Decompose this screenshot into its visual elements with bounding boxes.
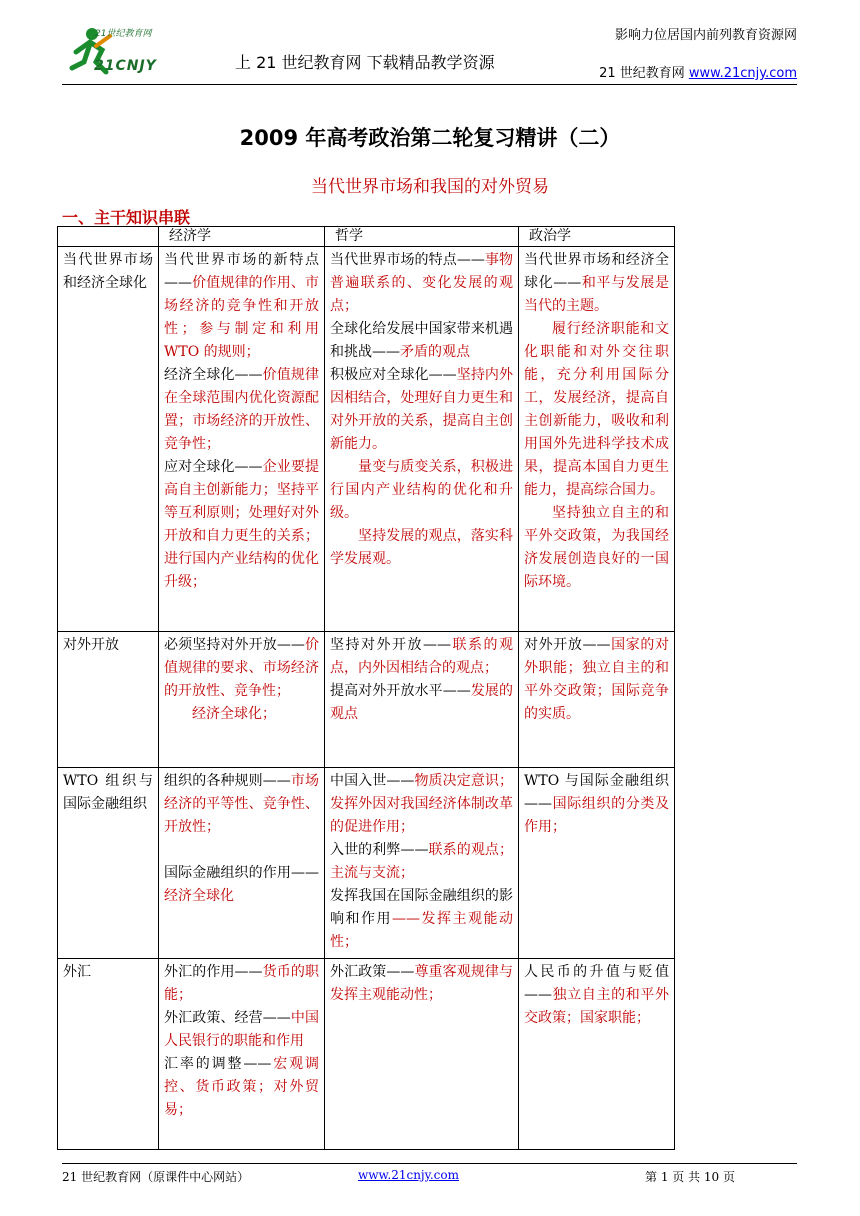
- header-tagline: 影响力位居国内前列教育资源网: [614, 28, 797, 43]
- header-slogan: 上 21 世纪教育网 下载精品教学资源: [235, 53, 495, 72]
- cell-highlight-text: 价值规律的作用、市场经济的竞争性和开放性；参与制定和利用 WTO 的规则；: [164, 275, 319, 360]
- cell-text: 必须坚持对外开放——: [164, 637, 305, 653]
- cell-paragraph: [330, 961, 513, 1007]
- cell-text: 发挥我国在国际金融组织的影响和作用: [330, 888, 513, 927]
- cell-paragraph: [164, 961, 319, 1007]
- cell-text: 当代世界市场的特点——: [330, 252, 485, 268]
- page-header: [62, 18, 797, 85]
- cell-paragraph: [330, 249, 513, 318]
- cell-text: WTO 与国际金融组织——: [524, 773, 669, 812]
- cell-highlight-text: 坚持发展的观点，落实科学发展观。: [330, 528, 513, 567]
- cell-pol: [519, 959, 675, 1150]
- cell-paragraph: [524, 770, 669, 839]
- cell-text: 人民币的升值与贬值——: [524, 964, 669, 1003]
- page-footer: [62, 1163, 797, 1184]
- row-topic: 外汇: [58, 959, 159, 1150]
- cell-paragraph: [164, 703, 319, 726]
- row-topic: WTO 组织与国际金融组织: [58, 768, 159, 959]
- site-logo[interactable]: [62, 22, 182, 80]
- cell-paragraph: [330, 456, 513, 525]
- cell-text: 提高对外开放水平——: [330, 683, 471, 699]
- cell-highlight-text: 货币的职能；: [164, 964, 320, 1003]
- knowledge-table: [57, 226, 675, 1150]
- cell-text: 对外开放——: [524, 637, 611, 653]
- logo-english-text: 21CNJY: [94, 58, 157, 74]
- cell-text: 全球化给发展中国家带来机遇和挑战——: [330, 321, 513, 360]
- cell-phil: [325, 247, 519, 632]
- table-row: [58, 632, 675, 768]
- cell-highlight-text: 宏观调控、货币政策；对外贸易；: [164, 1056, 319, 1118]
- cell-paragraph: [164, 862, 319, 908]
- cell-highlight-text: 市场经济的平等性、竞争性、开放性；: [164, 773, 320, 835]
- table-header-cell: 政治学: [519, 227, 675, 247]
- cell-highlight-text: 企业要提高自主创新能力；坚持平等互利原则；处理好对外开放和自力更生的关系；进行国内产业结构的优化升级；: [164, 459, 320, 590]
- cell-highlight-text: 发展的观点: [330, 683, 514, 722]
- cell-text: 国际金融组织的作用——: [164, 865, 319, 881]
- document-subtitle: 当代世界市场和我国的对外贸易: [311, 177, 549, 197]
- cell-highlight-text: 物质决定意识；发挥外因对我国经济体制改革的促进作用；: [330, 773, 514, 835]
- cell-highlight-text: 坚持独立自主的和平外交政策，为我国经济发展创造良好的一国际环境。: [524, 505, 669, 590]
- cell-pol: [519, 768, 675, 959]
- cell-highlight-text: ——发挥主观能动性；: [330, 911, 513, 950]
- table-row: [58, 247, 675, 632]
- table-header-cell: 哲学: [325, 227, 519, 247]
- cell-highlight-text: 尊重客观规律与发挥主观能动性；: [330, 964, 514, 1003]
- cell-highlight-text: 价值规律在全球范围内优化资源配置；市场经济的开放性、竞争性；: [164, 367, 320, 452]
- footer-page-number: 第 1 页 共 10 页: [645, 1170, 735, 1184]
- table-header-row: [58, 227, 675, 247]
- cell-paragraph: [164, 249, 319, 364]
- cell-highlight-text: 独立自主的和平外交政策；国家职能；: [524, 987, 669, 1026]
- cell-text: 入世的利弊——: [330, 842, 429, 858]
- cell-highlight-text: 国家的对外职能；独立自主的和平外交政策；国际竞争的实质。: [524, 637, 669, 722]
- row-topic: 当代世界市场和经济全球化: [58, 247, 159, 632]
- cell-text: 中国入世——: [330, 773, 415, 789]
- table-row: [58, 768, 675, 959]
- cell-highlight-text: 和平与发展是当代的主题。: [524, 275, 669, 314]
- cell-highlight-text: 国际组织的分类及作用；: [524, 796, 669, 835]
- row-topic: 对外开放: [58, 632, 159, 768]
- header-site-label: 21 世纪教育网: [599, 66, 689, 81]
- cell-paragraph: [330, 364, 513, 456]
- cell-highlight-text: 经济全球化；: [192, 706, 276, 722]
- document-title: 2009 年高考政治第二轮复习精讲（二）: [239, 126, 621, 150]
- cell-paragraph: [164, 456, 319, 594]
- cell-econ: [159, 632, 325, 768]
- cell-paragraph: [330, 318, 513, 364]
- cell-text: 经济全球化——: [164, 367, 263, 383]
- table-row: [58, 959, 675, 1150]
- cell-paragraph: [164, 770, 319, 839]
- cell-text: 组织的各种规则——: [164, 773, 291, 789]
- header-site-link[interactable]: www.21cnjy.com: [688, 66, 797, 81]
- cell-highlight-text: 量变与质变关系，积极进行国内产业结构的优化和升级。: [330, 459, 513, 521]
- cell-highlight-text: 履行经济职能和文化职能和对外交往职能，充分利用国际分工，发展经济，提高自主创新能力，吸收和利用国外先进科学技术成果，提高本国自力更生能力，提高综合国力。: [524, 321, 669, 498]
- cell-highlight-text: 经济全球化: [164, 888, 234, 904]
- cell-paragraph: [330, 525, 513, 571]
- cell-phil: [325, 632, 519, 768]
- cell-pol: [519, 247, 675, 632]
- cell-phil: [325, 768, 519, 959]
- cell-text: 积极应对全球化——: [330, 367, 457, 383]
- cell-econ: [159, 959, 325, 1150]
- cell-paragraph: [330, 634, 513, 680]
- cell-paragraph: [164, 634, 319, 703]
- cell-paragraph: [524, 634, 669, 726]
- section-heading: 一、主干知识串联: [62, 208, 191, 227]
- cell-text: 应对全球化——: [164, 459, 263, 475]
- cell-paragraph: [524, 249, 669, 318]
- table-header-cell: [58, 227, 159, 247]
- header-site-line: [599, 62, 797, 81]
- cell-econ: [159, 247, 325, 632]
- footer-site-link[interactable]: www.21cnjy.com: [358, 1168, 459, 1182]
- cell-text: 外汇的作用——: [164, 964, 263, 980]
- cell-highlight-text: 事物普遍联系的、变化发展的观点；: [330, 252, 514, 314]
- cell-econ: [159, 768, 325, 959]
- cell-highlight-text: 价值规律的要求、市场经济的开放性、竞争性；: [164, 637, 320, 699]
- cell-paragraph: [164, 1007, 319, 1053]
- table-header-cell: 经济学: [159, 227, 325, 247]
- cell-paragraph: [330, 770, 513, 839]
- cell-paragraph: [330, 885, 513, 954]
- cell-paragraph: [330, 839, 513, 885]
- footer-site-name: 21 世纪教育网（原课件中心网站）: [62, 1170, 250, 1184]
- cell-text: 外汇政策、经营——: [164, 1010, 291, 1026]
- cell-text: 外汇政策——: [330, 964, 415, 980]
- cell-paragraph: [524, 502, 669, 594]
- logo-chinese-text: 21世纪教育网: [95, 29, 152, 39]
- cell-text: 当代世界市场的新特点——: [164, 252, 319, 291]
- cell-highlight-text: 中国人民银行的职能和作用: [164, 1010, 320, 1049]
- cell-paragraph: [524, 318, 669, 502]
- cell-paragraph: [164, 1053, 319, 1122]
- cell-text: 汇率的调整——: [164, 1056, 272, 1072]
- cell-paragraph: [164, 839, 319, 862]
- cell-highlight-text: 矛盾的观点: [400, 344, 470, 360]
- cell-highlight-text: 联系的观点；主流与支流；: [330, 842, 514, 881]
- cell-phil: [325, 959, 519, 1150]
- cell-text: 当代世界市场和经济全球化——: [524, 252, 669, 291]
- cell-text: 坚持对外开放——: [330, 637, 451, 653]
- cell-highlight-text: 坚持内外因相结合，处理好自力更生和对外开放的关系，提高自主创新能力。: [330, 367, 514, 452]
- cell-paragraph: [164, 364, 319, 456]
- cell-pol: [519, 632, 675, 768]
- cell-paragraph: [524, 961, 669, 1030]
- cell-paragraph: [330, 680, 513, 726]
- cell-highlight-text: 联系的观点，内外因相结合的观点；: [330, 637, 513, 676]
